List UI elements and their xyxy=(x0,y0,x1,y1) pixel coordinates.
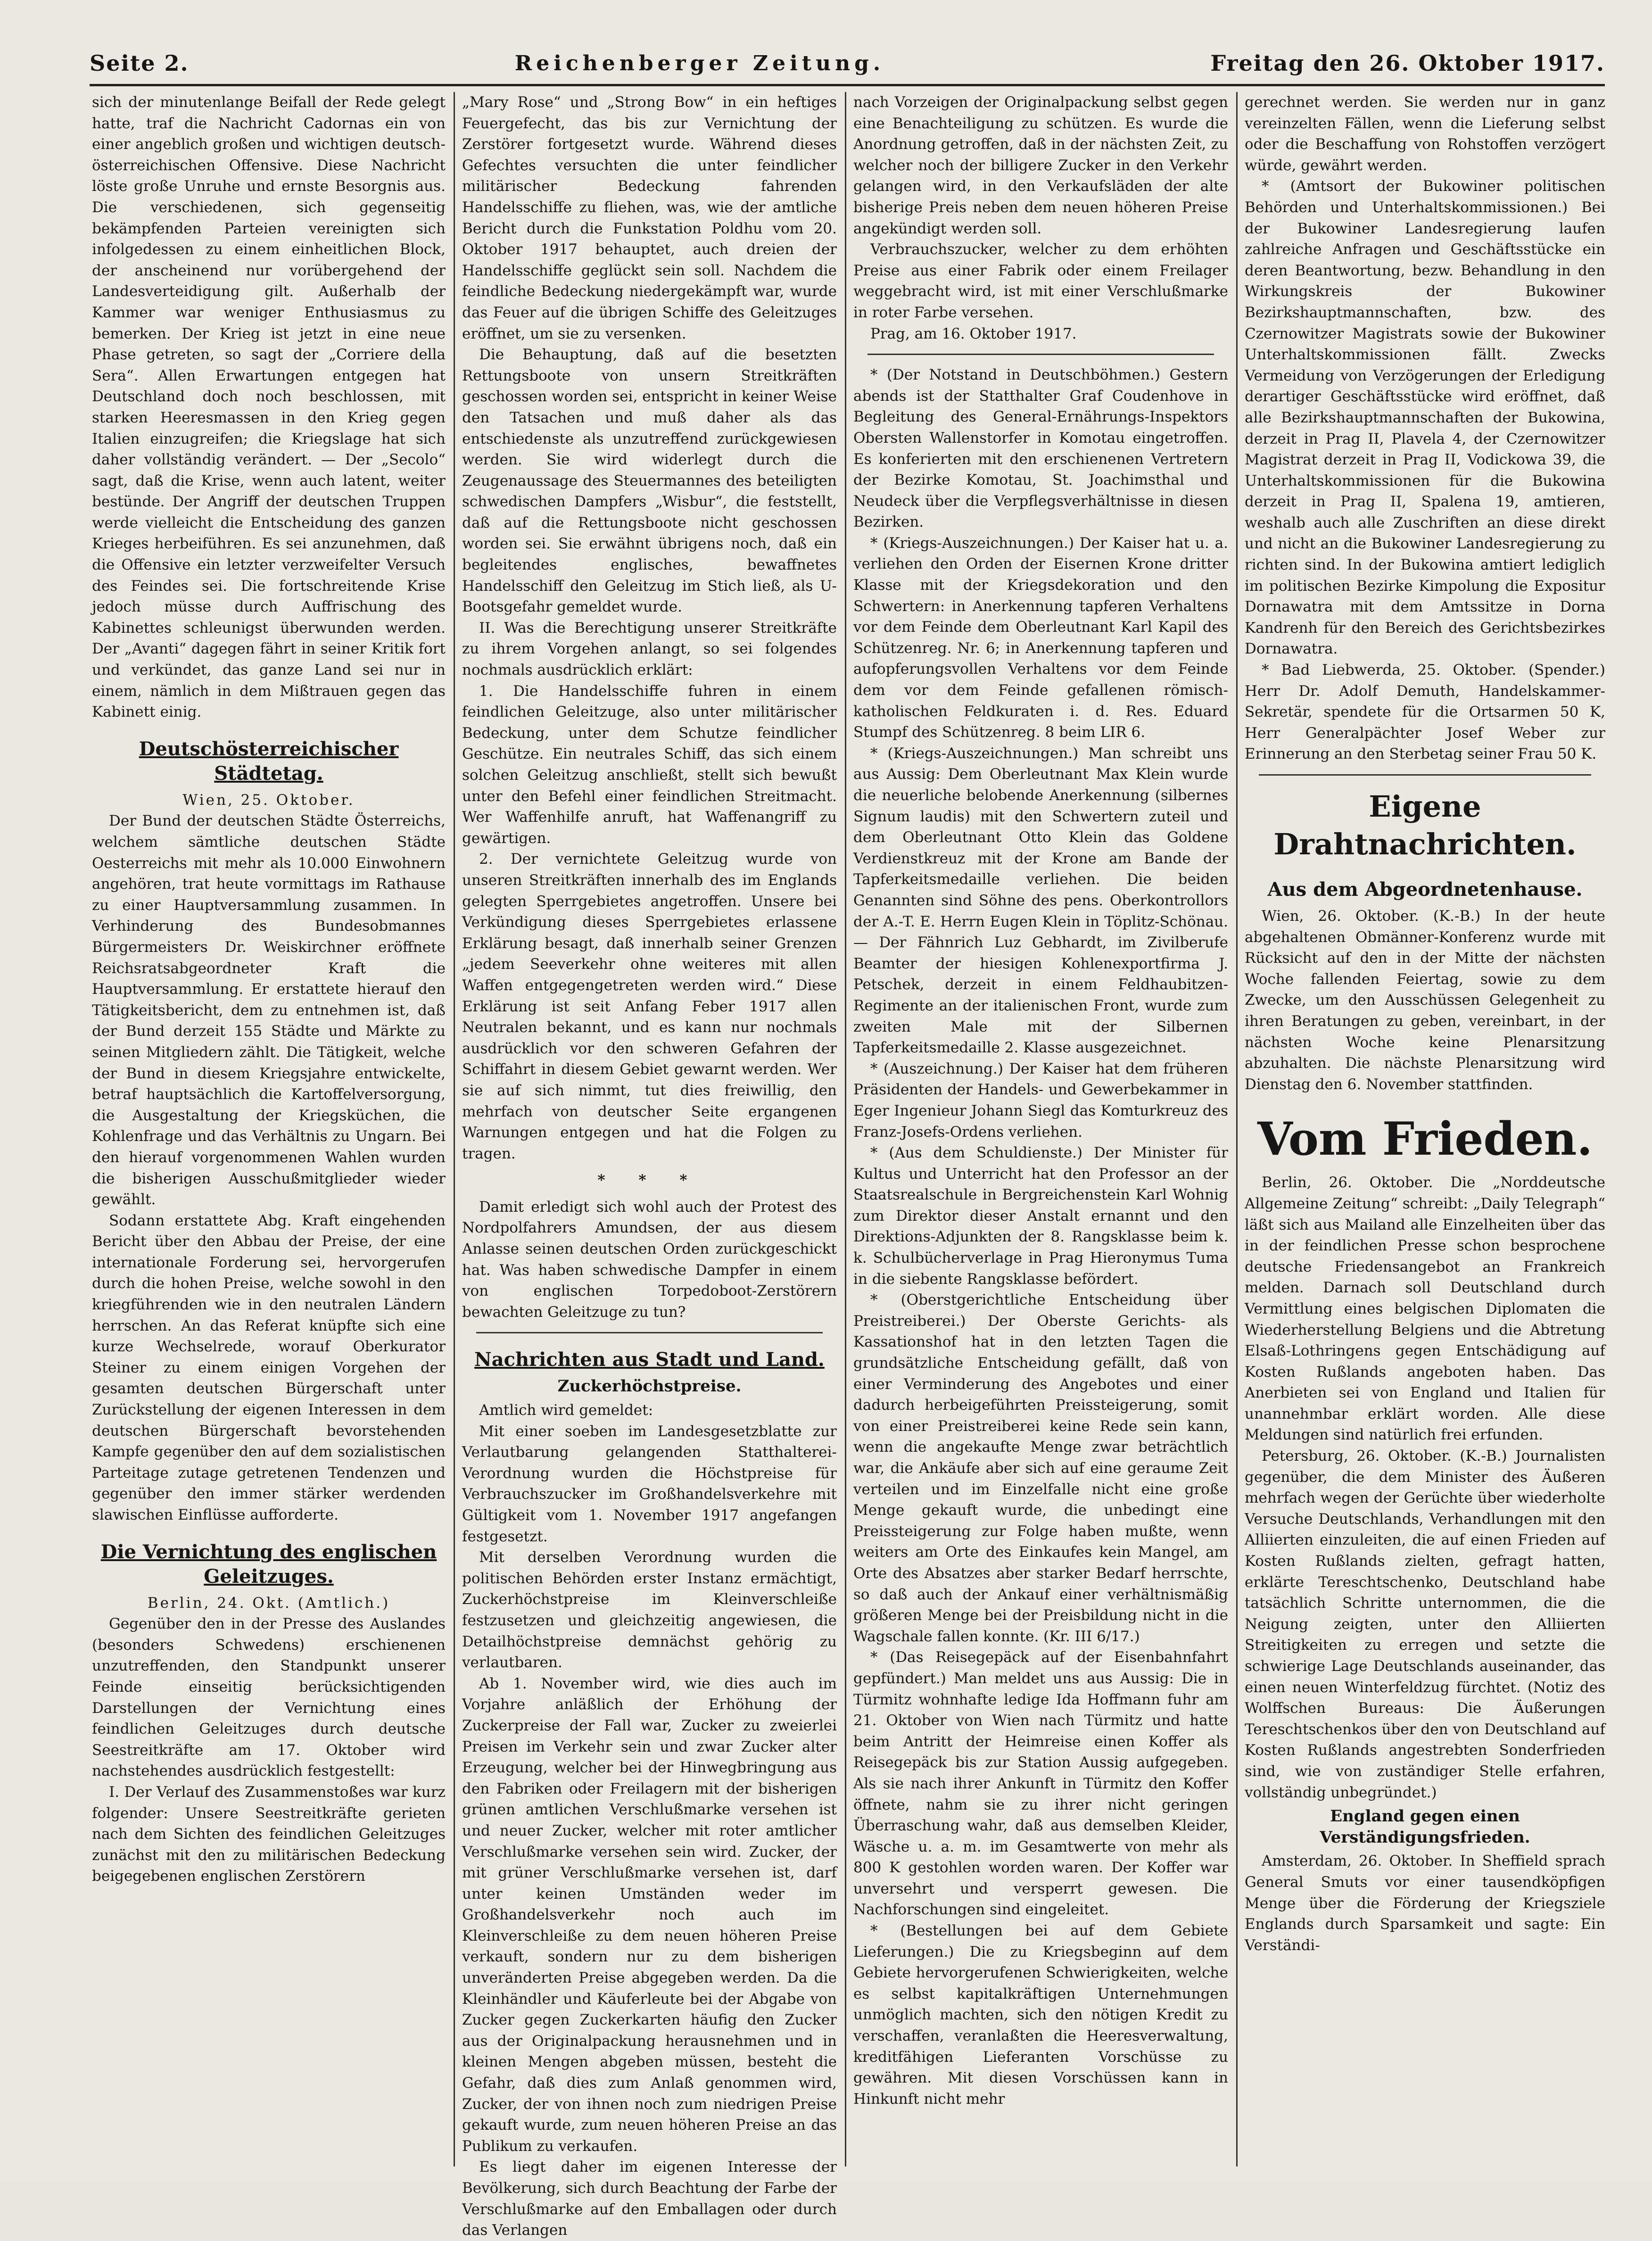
article-paragraph: „Mary Rose“ und „Strong Bow“ in ein heftiges Feuergefecht, das bis zur Vernichtung der Zerstörer fortgesetzt wurde. Während dieses Gefechtes versuchten die unter feindlicher militärischer Bedeckung fahrenden Handelsschiffe zu fliehen, was, wie der amtliche Bericht durch die Funkstation Poldhu vom 20. Oktober 1917 behauptet, auch dreien der Handelsschiffe geglückt sein soll. Nachdem die feindliche Bedeckung niedergekämpft war, wurde das Feuer auf die übrigen Schiffe des Geleitzuges eröffnet, um sie zu versenken. xyxy=(462,94,837,342)
article-paragraph: Sodann erstattete Abg. Kraft eingehenden Bericht über den Abbau der Preise, der eine internationale Forderung sei, hervorgerufen durch die hohen Preise, welche sowohl in den kriegführenden wie in den neutralen Ländern herrschen. An das Referat knüpfte sich eine kurze Wechselrede, worauf Oberkurator Steiner zu einem einigen Vorgehen der gesamten deutschen Bürgerschaft unter Zurückstellung der eigenen Interessen in dem deutschen Bürgerschaft bevorstehenden Kampfe gegenüber den auf dem sozialistischen Parteitage zutage getretenen Tendenzen und gegenüber den immer stärker werdenden slawischen Einflüsse aufforderte. xyxy=(92,1212,446,1523)
article-paragraph: * Bad Liebwerda, 25. Oktober. (Spender.) Herr Dr. Adolf Demuth, Handelskammer-Sekretär, spendete für die Ortsarmen 50 K, Herr Generalpächter Josef Weber zur Erinnerung an den Sterbetag seiner Frau 50 K. xyxy=(1245,662,1605,763)
article-paragraph: Petersburg, 26. Oktober. (K.-B.) Journalisten gegenüber, die dem Minister des Äußeren mehrfach wegen der Gerüchte über wiederholte Versuche Deutschlands, Verhandlungen mit den Alliierten einzuleiten, die auf einen Frieden auf Kosten Rußlands zielten, gefragt hatten, erklärte Tereschtschenko, Deutschland habe tatsächlich Schritte unternommen, die die Neigung zeigten, unter den Alliierten Streitigkeiten zu erregen und setzte die schwierige Lage Deutschlands auseinander, das einen neuen Winterfeldzug fürchtet. (Notiz des Wolffschen Bureaus: Die Äußerungen Tereschtschenkos über den von Deutschland auf Kosten Rußlands angestrebten Sonderfrieden sind, wie von zuständiger Stelle erfahren, vollständig unbegründet.) xyxy=(1245,1447,1605,1801)
page-header xyxy=(90,49,1605,77)
article-paragraph: Gegenüber den in der Presse des Auslandes (besonders Schwedens) erschienenen unzutreffenden, den Standpunkt unserer Feinde einseitig berücksichtigenden Darstellungen der Vernichtung eines feindlichen Geleitzuges durch deutsche Seestreitkräfte am 17. Oktober wird nachstehendes ausdrücklich festgestellt: xyxy=(92,1615,446,1780)
article-paragraph: * (Amtsort der Bukowiner politischen Behörden und Unterhaltskommissionen.) Bei der Bukowiner Landesregierung laufen zahlreiche Anfragen und Geschäftsstücke ein deren Beantwortung, bezw. Behandlung in den Wirkungskreis der Bukowiner Bezirkshauptmannschaften, bzw. des Czernowitzer Magistrats sowie der Bukowiner Unterhaltskommissionen fällt. Zwecks Vermeidung von Verzögerungen der Erledigung derartiger Geschäftsstücke wird eröffnet, daß alle Bezirkshauptmannschaften der Bukowina, derzeit in Prag II, Plavela 4, der Czernowitzer Magistrat derzeit in Prag II, Vodickowa 39, die Unterhaltskommissionen für die Bukowina derzeit in Prag II, Spalena 19, amtieren, weshalb auch alle Zuschriften an diese direkt und nicht an die Bukowiner Landesregierung zu richten sind. In der Bukowina amtiert lediglich im politischen Bezirke Kimpolung die Expositur Dornawatra mit dem Amtssitze in Dorna Kandrenh für den Bereich des Gerichtsbezirkes Dornawatra. xyxy=(1245,178,1605,658)
header-rule xyxy=(90,84,1605,86)
article-paragraph: Mit einer soeben im Landesgesetzblatte zur Verlautbarung gelangenden Statthalterei-Verordnung wurden die Höchstpreise für Verbrauchszucker im Großhandelsverkehre mit Gültigkeit vom 1. November 1917 angefangen festgesetzt. xyxy=(462,1422,837,1545)
headline-nachrichten: Nachrichten aus Stadt und Land. xyxy=(474,1348,825,1371)
article-paragraph: Der Bund der deutschen Städte Österreichs, welchem sämtliche deutschen Städte Oesterreichs mit mehr als 10.000 Einwohnern angehören, trat heute vormittags im Rathause zu einer Hauptversammlung zusammen. In Verhinderung des Bundesobmannes Bürgermeisters Dr. Weiskirchner eröffnete Reichsratsabgeordneter Kraft die Hauptversammlung. Er erstattete hierauf den Tätigkeitsbericht, dem zu entnehmen ist, daß der Bund derzeit 155 Städte und Märkte zu seinen Mitgliedern zählt. Die Tätigkeit, welche der Bund in diesem Kriegsjahre entwickelte, betraf hauptsächlich die Kartoffelversorgung, die Ausgestaltung der Kriegsküchen, die Kohlenfrage und das Verhältnis zu Ungarn. Bei den hierauf vorgenommenen Wahlen wurden die bisherigen Ausschußmitglieder wieder gewählt. xyxy=(92,812,446,1208)
subheadline-zucker: Zuckerhöchstpreise. xyxy=(557,1377,742,1396)
article-paragraph: I. Der Verlauf des Zusammenstoßes war kurz folgender: Unsere Seestreitkräfte gerieten nach dem Sichten des feindlichen Geleitzuges zunächst mit den zu militärischen Bedeckung beigegebenen englischen Zerstörern xyxy=(92,1783,446,1885)
article-paragraph: Amtlich wird gemeldet: xyxy=(479,1402,653,1419)
headline-frieden: Vom Frieden. xyxy=(1257,1112,1593,1166)
newspaper-title: Reichenberger Zeitung. xyxy=(514,51,885,75)
issue-date: Freitag den 26. Oktober 1917. xyxy=(1210,50,1605,76)
article-paragraph: Amsterdam, 26. Oktober. In Sheffield sprach General Smuts vor einer tausendköpfigen Menge über die Förderung der Kriegsziele Englands durch Sparsamkeit und sagte: Ein Verständi- xyxy=(1245,1852,1605,1954)
dateline: Wien, 25. Oktober. xyxy=(182,791,355,809)
article-paragraph: Prag, am 16. Oktober 1917. xyxy=(870,325,1077,342)
column-divider xyxy=(454,92,455,2167)
article-paragraph: II. Was die Berechtigung unserer Streitkräfte zu ihrem Vorgehen anlangt, so sei folgendes nochmals ausdrücklich erklärt: xyxy=(462,619,837,679)
section-rule xyxy=(1259,774,1591,776)
column-1 xyxy=(92,92,446,2167)
page-number: Seite 2. xyxy=(90,50,189,76)
article-paragraph: Ab 1. November wird, wie dies auch im Vorjahre anläßlich der Erhöhung der Zuckerpreise der Fall war, Zucker zu zweierlei Preisen im Verkehr sein und zwar Zucker alter Erzeugung, welcher bei der Hinwegbringung aus den Fabriken oder Freilagern mit der bisherigen grünen amtlichen Verschlußmarke versehen ist und neuer Zucker, welcher mit roter amtlicher Verschlußmarke versehen sein wird. Zucker, der mit grüner Verschlußmarke versehen ist, darf unter keinen Umständen weder im Großhandelsverkehr noch auch im Kleinverschleiße zu dem neuen höheren Preise verkauft, sondern nur zu dem bisherigen unveränderten Preise abgegeben werden. Da die Kleinhändler und Käuferleute bei der Abgabe von Zucker gegen Zuckerkarten häufig den Zucker aus der Originalpackung herausnehmen und in kleinen Mengen abgeben müssen, besteht die Gefahr, daß dies zum Anlaß genommen wird, Zucker, der von ihnen noch zum niedrigen Preise gekauft wurde, zum neuen höheren Preise an das Publikum zu verkaufen. xyxy=(462,1675,837,2155)
article-paragraph: Verbrauchszucker, welcher zu dem erhöhten Preise aus einer Fabrik oder einem Freilager weggebracht wird, ist mit einer Verschlußmarke in roter Farbe versehen. xyxy=(853,241,1228,321)
article-paragraph: * (Das Reisegepäck auf der Eisenbahnfahrt gepfündert.) Man meldet uns aus Aussig: Die in Türmitz wohnhafte ledige Ida Hoffmann fuhr am 21. Oktober von Wien nach Türmitz und hatte beim Antritt der Heimreise einen Koffer als Reisegepäck bis zur Station Aussig aufgegeben. Als sie nach ihrer Ankunft in Türmitz den Koffer öffnete, nahm sie zu ihrer nicht geringen Überraschung wahr, daß aus demselben Kleider, Wäsche u. a. m. im Gesamtwerte von mehr als 800 K gestohlen worden waren. Der Koffer war unversehrt und versperrt gewesen. Die Nachforschungen sind eingeleitet. xyxy=(853,1649,1228,1918)
section-rule xyxy=(476,1332,823,1333)
headline-staedtetag: Deutschösterreichischer Städtetag. xyxy=(139,737,399,785)
article-paragraph: 2. Der vernichtete Geleitzug wurde von unseren Streitkräften innerhalb des im Englands gelegten Sperrgebietes angetroffen. Unsere bei Verkündigung dieses Sperrgebietes erlassene Erklärung besagt, daß innerhalb seiner Grenzen „jedem Seeverkehr ohne weiteres mit allen Waffen entgegengetreten werden wird.“ Diese Erklärung ist seit Anfang Feber 1917 allen Neutralen bekannt, und es kann nur nochmals ausdrücklich vor den schweren Gefahren der Schiffahrt in diesem Gebiet gewarnt werden. Wer sie auf sich nimmt, tut dies freiwillig, den mehrfach von deutscher Seite ergangenen Warnungen entgegen und hat die Folgen zu tragen. xyxy=(462,851,837,1162)
article-paragraph: * (Der Notstand in Deutschböhmen.) Gestern abends ist der Statthalter Graf Coudenhove in Begleitung des General-Ernährungs-Inspektors Obersten Wallenstorfer in Komotau eingetroffen. Es konferierten mit den erschienenen Vertretern der Bezirke Komotau, St. Joachimsthal und Neudeck über die Verpflegsverhältnisse in diesen Bezirken. xyxy=(853,366,1228,531)
headline-drahtnachrichten: Eigene Drahtnachrichten. xyxy=(1273,789,1577,861)
article-paragraph: * (Kriegs-Auszeichnungen.) Man schreibt uns aus Aussig: Dem Oberleutnant Max Klein wurde die neuerliche belobende Anerkennung (silbernes Signum laudis) mit den Schwertern zuteil und dem Oberleutnant Otto Klein das Goldene Verdienstkreuz mit der Krone am Bande der Tapferkeitsmedaille verliehen. Die beiden Genannten sind Söhne des pens. Oberkontrollors der A.-T. E. Herrn Eugen Klein in Töplitz-Schönau. — Der Fähnrich Luz Gebhardt, im Zivilberufe Beamter der hiesigen Kohlenexportfirma J. Petschek, derzeit in einem Feldhaubitzen-Regimente an der italienischen Front, wurde zum zweiten Male mit der Silbernen Tapferkeitsmedaille 2. Klasse ausgezeichnet. xyxy=(853,744,1228,1057)
article-paragraph: Mit derselben Verordnung wurden die politischen Behörden erster Instanz ermächtigt, Zuckerhöchstpreise im Kleinverschleiße festzusetzen und gleichzeitig angewiesen, die Detailhöchstpreise demnächst gehörig zu verlautbaren. xyxy=(462,1549,837,1671)
column-divider xyxy=(845,92,846,2167)
headline-geleitzug: Die Vernichtung des englischen Geleitzuges. xyxy=(100,1540,437,1588)
article-paragraph: * (Auszeichnung.) Der Kaiser hat dem früheren Präsidenten der Handels- und Gewerbekammer in Eger Ingenieur Johann Siegl das Komturkreuz des Franz-Josefs-Ordens verliehen. xyxy=(853,1060,1228,1141)
article-paragraph: * (Aus dem Schuldienste.) Der Minister für Kultus und Unterricht hat den Professor an der Staatsrealschule in Bergreichenstein Karl Wohnig zum Direktor dieser Anstalt ernannt und den Direktions-Adjunkten der 8. Rangsklasse beim k. k. Schulbücherverlage in Prag Hieronymus Tuma in die siebente Rangsklasse befördert. xyxy=(853,1144,1228,1288)
article-paragraph: sich der minutenlange Beifall der Rede gelegt hatte, traf die Nachricht Cadornas ein von einer angeblich großen und wichtigen deutsch-österreichischen Offensive. Diese Nachricht löste große Unruhe und ernste Besorgnis aus. Die verschiedenen, sich gegenseitig bekämpfenden Parteien vereinigten sich infolgedessen zu einem einheitlichen Block, der anscheinend nur vorübergehend der Landesverteidigung gilt. Außerhalb der Kammer war weniger Enthusiasmus zu bemerken. Der Krieg ist jetzt in eine neue Phase getreten, so sagt der „Corriere della Sera“. Allen Erwartungen entgegen hat Deutschland doch noch beschlossen, mit starken Heeresmassen in den Krieg gegen Italien einzugreifen; die Kriegslage hat sich daher vollständig verändert. — Der „Secolo“ sagt, daß die Krise, wenn auch latent, weiter bestünde. Der Angriff der deutschen Truppen werde vielleicht die Entscheidung des ganzen Krieges herbeiführen. Es sei anzunehmen, daß die Offensive ein letzter verzweifelter Versuch des Feindes sei. Die fortschreitende Krise jedoch müsse durch Auffrischung des Kabinettes schleunigst überwunden werden. Der „Avanti“ dagegen fährt in seiner Kritik fort und verkündet, das ganze Land sei nur in einem, nämlich in dem Mißtrauen gegen das Kabinett einig. xyxy=(92,94,446,721)
section-rule xyxy=(867,354,1214,355)
article-paragraph: * (Oberstgerichtliche Entscheidung über Preistreiberei.) Der Oberste Gerichts- als Kassationshof hat in den letzten Tagen die grundsätzliche Entscheidung gefällt, daß von einer Verminderung des Angebotes und einer dadurch herbeigeführten Preissteigerung, somit von einer Preistreiberei keine Rede sein kann, wenn die angekaufte Menge zwar beträchtlich war, die Ankäufe aber sich auf eine geraume Zeit verteilen und im Einzelfalle nicht eine große Menge gekauft wurde, die unbedingt eine Preissteigerung zur Folge haben mußte, wenn weiters am Orte des Einkaufes kein Mangel, am Orte des Absatzes aber starker Bedarf herrschte, so daß auch der Ankauf einer verhältnismäßig größeren Menge bei der Preisbildung nicht in die Wagschale fallen konnte. (Kr. III 6/17.) xyxy=(853,1291,1228,1645)
section-stars: * * * xyxy=(597,1172,702,1189)
subheadline-england: England gegen einen Verständigungsfrieden. xyxy=(1320,1807,1530,1847)
subheadline-abgeordnetenhaus: Aus dem Abgeordnetenhause. xyxy=(1267,878,1583,901)
column-3 xyxy=(853,92,1228,2167)
article-paragraph: * (Bestellungen bei auf dem Gebiete Lieferungen.) Die zu Kriegsbeginn auf dem Gebiete hervorgerufenen Schwierigkeiten, welche es selbst kapitalkräftigen Unternehmungen unmöglich machten, sich den nötigen Kredit zu verschaffen, veranlaßten die Heeresverwaltung, kreditfähigen Lieferanten Vorschüsse zu gewähren. Mit diesen Vorschüssen kann in Hinkunft nicht mehr xyxy=(853,1922,1228,2108)
article-paragraph: nach Vorzeigen der Originalpackung selbst gegen eine Benachteiligung zu schützen. Es wurde die Anordnung getroffen, daß in der nächsten Zeit, zu welcher noch der billigere Zucker in den Verkehr gelangen wird, in den Verkaufsläden der alte bisherige Preis neben dem neuen höheren Preise angekündigt werden soll. xyxy=(853,94,1228,237)
column-2 xyxy=(462,92,837,2239)
article-paragraph: Damit erledigt sich wohl auch der Protest des Nordpolfahrers Amundsen, der aus diesem Anlasse seinen deutschen Orden zurückgeschickt hat. Was haben schwedische Dampfer in einem von englischen Torpedoboot-Zerstörern bewachten Geleitzuge zu tun? xyxy=(462,1198,837,1321)
dateline: Berlin, 24. Okt. (Amtlich.) xyxy=(147,1594,390,1612)
column-divider xyxy=(1236,92,1238,2167)
article-paragraph: * (Kriegs-Auszeichnungen.) Der Kaiser hat u. a. verliehen den Orden der Eisernen Krone dritter Klasse mit der Kriegsdekoration und den Schwertern: in Anerkennung tapferen Verhaltens vor dem Feinde dem Oberleutnant Karl Kapil des Schützenreg. Nr. 6; in Anerkennung tapferen und aufopferungsvollen Verhaltens vor dem Feinde dem vor dem Feinde gefallenen römisch-katholischen Feldkuraten i. d. Res. Eduard Stumpf des Schützenreg. 8 beim LIR 6. xyxy=(853,534,1228,741)
article-paragraph: gerechnet werden. Sie werden nur in ganz vereinzelten Fällen, wenn die Lieferung selbst oder die Beschaffung von Rohstoffen verzögert würde, gewährt werden. xyxy=(1245,94,1605,174)
article-paragraph: Es liegt daher im eigenen Interesse der Bevölkerung, sich durch Beachtung der Farbe der Verschlußmarke auf den Emballagen oder durch das Verlangen xyxy=(462,2158,837,2239)
article-paragraph: Berlin, 26. Oktober. Die „Norddeutsche Allgemeine Zeitung“ schreibt: „Daily Telegraph“ läßt sich aus Mailand alle Einzelheiten über das in der feindlichen Presse schon besprochene deutsche Friedensangebot an Frankreich melden. Darnach soll Deutschland durch Vermittlung eines belgischen Diplomaten die Wiederherstellung Belgiens und die Abtretung Elsaß-Lothringens gegen Entschädigung auf Kosten Rußlands angeboten haben. Das Anerbieten sei von England und Italien für unannehmbar erklärt worden. Alle diese Meldungen sind natürlich frei erfunden. xyxy=(1245,1174,1605,1444)
article-paragraph: 1. Die Handelsschiffe fuhren in einem feindlichen Geleitzuge, also unter militärischer Bedeckung, unter dem Schutze feindlicher Geschütze. Ein neutrales Schiff, das sich einem solchen Geleitzug anschließt, stellt sich bewußt unter den Befehl einer feindlichen Streitmacht. Wer Waffenhilfe anruft, hat Waffenangriff zu gewärtigen. xyxy=(462,682,837,847)
article-paragraph: Die Behauptung, daß auf die besetzten Rettungsboote von unsern Streitkräften geschossen worden sei, entspricht in keiner Weise den Tatsachen und muß daher als das entschiedenste als unzutreffend zurückgewiesen werden. Sie wird widerlegt durch die Zeugenaussage des Steuermannes des beteiligten schwedischen Dampfers „Wisbur“, die feststellt, daß auf die Rettungsboote nicht geschossen worden sei. Sie erwähnt übrigens noch, daß ein begleitendes englisches, bewaffnetes Handelsschiff den Geleitzug im Stich ließ, als U-Bootsgefahr gemeldet wurde. xyxy=(462,346,837,616)
article-paragraph: Wien, 26. Oktober. (K.-B.) In der heute abgehaltenen Obmänner-Konferenz wurde mit Rücksicht auf den in der Mitte der nächsten Woche fallenden Feiertag, sowie zu dem Zwecke, um den Ausschüssen Gelegenheit zu ihren Beratungen zu geben, vereinbart, in der nächsten Woche keine Plenarsitzung abzuhalten. Die nächste Plenarsitzung wird Dienstag den 6. November stattfinden. xyxy=(1245,908,1605,1093)
column-4 xyxy=(1245,92,1605,2167)
